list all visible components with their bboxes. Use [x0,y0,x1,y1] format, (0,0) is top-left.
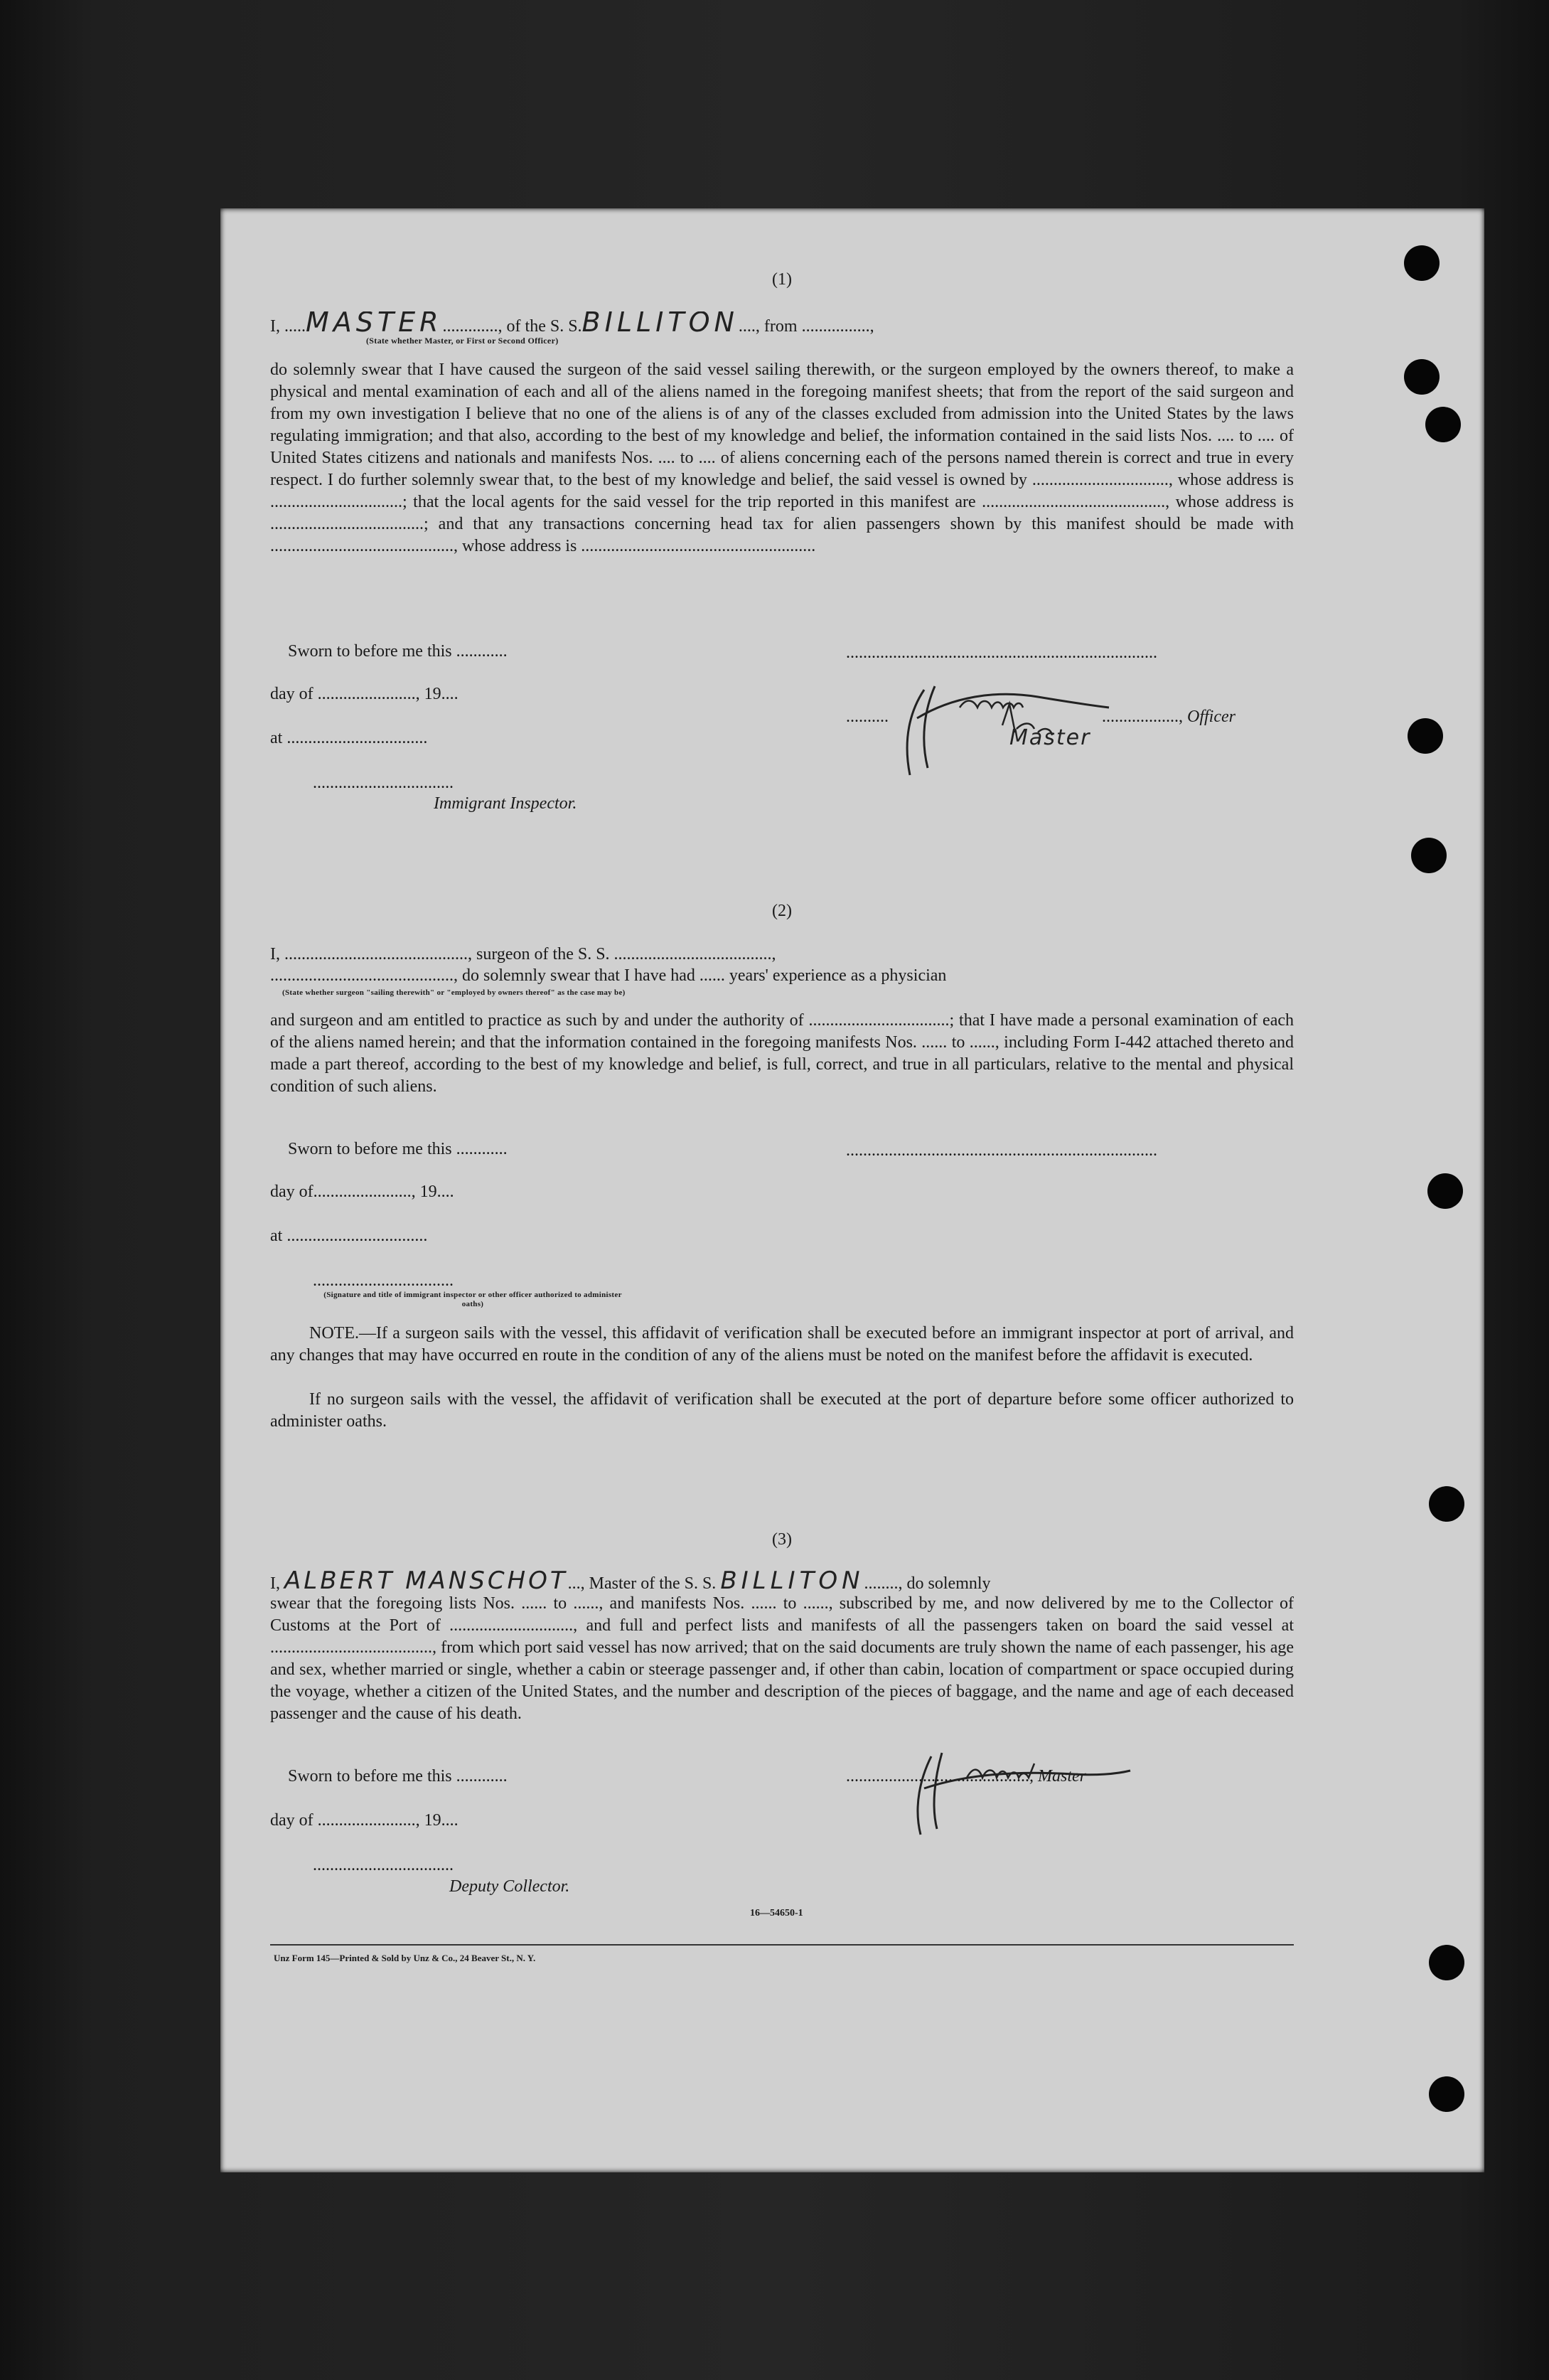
printer-credit: Unz Form 145—Printed & Sold by Unz & Co., 24 Beaver St., N. Y. [274,1953,536,1963]
rank-note: (State whether Master, or First or Second Officer) [366,336,559,346]
inspector-dots: ................................. [313,774,454,792]
line-text: .................., [1102,708,1187,726]
line-text: ..., Master of the S. S. [567,1574,717,1593]
surgeon-note: (State whether surgeon "sailing therewith" or "employed by owners thereof" as the case may be) [282,988,626,997]
section-2-number: (2) [772,902,792,920]
day-of-line: day of ......................., 19.... [270,1811,459,1830]
right-signature-line: ......................................................................... [846,644,1157,662]
day-of-line: day of ......................., 19.... [270,685,459,703]
line-text: ........, do solemnly [864,1574,991,1593]
handwritten-master-name: ALBERT MANSCHOT [284,1570,568,1595]
punch-hole [1404,245,1440,281]
footer-rule [270,1944,1294,1946]
line-text: ........................................... [846,1767,1029,1786]
signature-title: Master [1009,725,1091,750]
line-text: I, ..... [270,317,306,336]
collector-dots: ................................. [313,1856,454,1874]
surgeon-note-paragraph-2 [270,1389,1294,1433]
punch-hole [1429,1945,1464,1980]
section-2-line2: ..........................................., do solemnly swear that I have had ...... years' experience as a physician [270,966,947,985]
punch-hole [1429,2076,1464,2112]
handwritten-ship: BILLITON [720,1570,864,1595]
section-3-line1 [270,1570,1294,1595]
form-number: 16—54650-1 [750,1908,803,1919]
surgeon-note-paragraph [270,1323,1294,1367]
signature-title-note: (Signature and title of immigrant inspector or other officer authorized to administer oaths) [323,1291,622,1308]
section-2-line1: I, ..........................................., surgeon of the S. S. ....................................., [270,945,776,964]
note-text: NOTE.—If a surgeon sails with the vessel, this affidavit of verification shall be executed before an immigrant inspector at port of arrival, and any changes that may have occurred en route in the condition of any of the aliens must be noted on the manifest before the affidavit is executed. [270,1324,1294,1365]
section-1-number: (1) [772,270,792,289]
sworn-line: Sworn to before me this ............ [288,642,508,661]
section-2-body: and surgeon and am entitled to practice as such by and under the authority of .................................; that I have made a personal examination of each of the aliens named herein; and that the information contained in the foregoing manifests Nos. ...... to ......, including Form I-442 attached thereto and made a part thereof, according to the best of my knowledge and belief, is full, correct, and true in all particulars, relative to the mental and physical condition of such aliens. [270,1011,1294,1096]
line-text: I, [270,1574,280,1593]
punch-hole [1425,407,1461,442]
at-line: at ................................. [270,729,428,747]
at-line: at ................................. [270,1227,428,1245]
signature-dots: ................................. [313,1271,454,1290]
note-text: If no surgeon sails with the vessel, the affidavit of verification shall be executed at the port of departure before some officer authorized to administer oaths. [270,1390,1294,1431]
punch-hole [1427,1173,1463,1209]
master-label: , Master [1029,1767,1086,1786]
sworn-line: Sworn to before me this ............ [288,1140,508,1158]
section-3-body: swear that the foregoing lists Nos. ...... to ......, and manifests Nos. ...... to ......, subscribed by me, and now delivered by me to the Collector of Customs at the Port of ............................., and full and perfect lists and manifests of all the passengers taken on board the said vessel at ......................................, from which port said vessel has now arrived; that on the said documents are truly shown the name of each passenger, his age and sex, whether married or single, whether a cabin or steerage passenger and, if other than cabin, location of compartment or space occupied during the voyage, whether a citizen of the United States, and the number and description of the pieces of baggage, and the name and age of each deceased passenger and the cause of his death. [270,1594,1294,1723]
section-3-number: (3) [772,1530,792,1549]
line-text: ...., from ................, [738,317,874,336]
punch-hole [1408,718,1443,754]
line-text: .......... [846,708,889,726]
sworn-line: Sworn to before me this ............ [288,1767,508,1786]
inspector-label: Immigrant Inspector. [434,794,577,813]
handwritten-ship: BILLITON [581,311,739,338]
master-signature-3 [903,1735,1137,1842]
section-1-body: do solemnly swear that I have caused the surgeon of the said vessel sailing therewith, or the surgeon employed by the owners thereof, to make a physical and mental examination of each and all of the aliens named in the foregoing manifest sheets; that from the report of the said surgeon and from my own investigation I believe that no one of the aliens is of any of the classes excluded from admission into the United States by the laws regulating immigration; and that also, according to the best of my knowledge and belief, the information contained in the said lists Nos. .... to .... of United States citizens and nationals and manifests Nos. .... to .... of aliens concerning each of the persons named therein is correct and true in every respect. I do further solemnly swear that, to the best of my knowledge and belief, the said vessel is owned by ................................, whose address is ...............................; that the local agents for the said vessel for the trip reported in this manifest are ..........................................., whose address is ....................................; and that any transactions concerning head tax for alien passengers shown by this manifest should be made with ..........................................., whose address is ....................................................... [270,361,1294,555]
handwritten-rank: MASTER [306,311,443,338]
officer-label: Officer [1187,708,1236,726]
punch-hole [1404,359,1440,395]
collector-label: Deputy Collector. [449,1877,570,1896]
section-1-line1 [270,311,1294,338]
day-of-line: day of......................., 19.... [270,1183,454,1201]
punch-hole [1429,1486,1464,1522]
punch-hole [1411,838,1447,873]
right-signature-line: ......................................................................... [846,1141,1157,1160]
line-text: ............., of the S. S. [442,317,582,336]
